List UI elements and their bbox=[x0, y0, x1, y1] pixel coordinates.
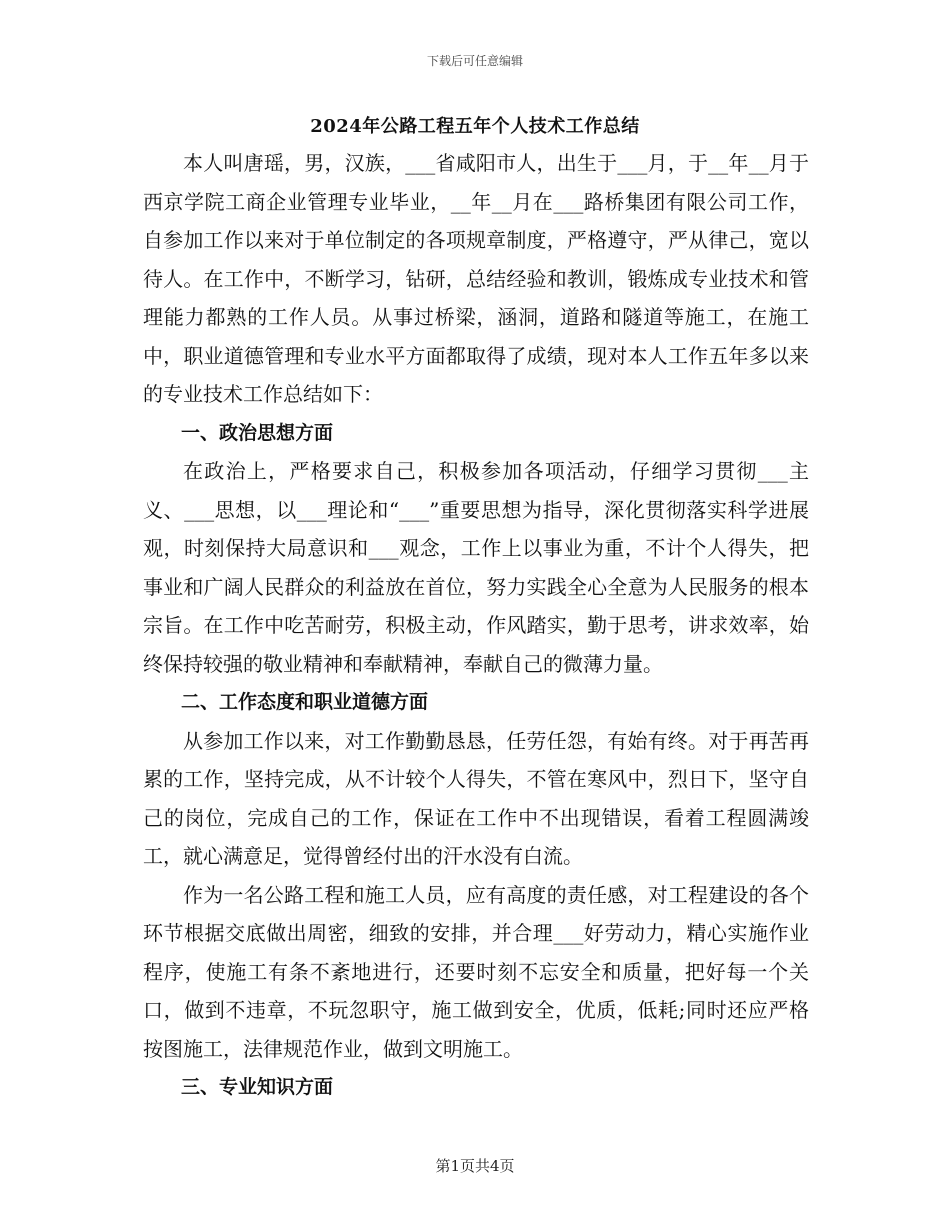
paragraph-intro: 本人叫唐瑶，男，汉族，___省咸阳市人，出生于___月，于__年__月于西京学院工商企业管理专业毕业，__年__月在___路桥集团有限公司工作，自参加工作以来对于单位制定的各项规章制度，严格遵守，严从律己，宽以待人。在工作中，不断学习，钻研，总结经验和教训，锻炼成专业技术和管理能力都熟的工作人员。从事过桥梁，涵洞，道路和隧道等施工，在施工中，职业道德管理和专业水平方面都取得了成绩，现对本人工作五年多以来的专业技术工作总结如下： bbox=[143, 151, 809, 406]
section-heading-professional-knowledge: 三、专业知识方面 bbox=[181, 1076, 334, 1098]
paragraph-politics: 在政治上，严格要求自己，积极参加各项活动，仔细学习贯彻___主义、___思想，以___理论和“___”重要思想为指导，深化贯彻落实科学进展观，时刻保持大局意识和___观念，工作上以事业为重，不计个人得失，把事业和广阔人民群众的利益放在首位，努力实践全心全意为人民服务的根本宗旨。在工作中吃苦耐劳，积极主动，作风踏实，勤于思考，讲求效率，始终保持较强的敬业精神和奉献精神，奉献自己的微薄力量。 bbox=[143, 459, 809, 676]
paragraph-responsibility: 作为一名公路工程和施工人员，应有高度的责任感，对工程建设的各个环节根据交底做出周密，细致的安排，并合理___好劳动力，精心实施作业程序，使施工有条不紊地进行，还要时刻不忘安全和质量，把好每一个关口，做到不违章，不玩忽职守，施工做到安全，优质，低耗;同时还应严格按图施工，法律规范作业，做到文明施工。 bbox=[143, 882, 809, 1061]
page-header-note: 下载后可任意编辑 bbox=[426, 54, 523, 68]
page-number: 第1页共4页 bbox=[435, 1157, 515, 1175]
paragraph-work-attitude: 从参加工作以来，对工作勤勤恳恳，任劳任怨，有始有终。对于再苦再累的工作，坚持完成，从不计较个人得失，不管在寒风中，烈日下，坚守自己的岗位，完成自己的工作，保证在工作中不出现错误，看着工程圆满竣工，就心满意足，觉得曾经付出的汗水没有白流。 bbox=[143, 728, 809, 868]
section-heading-work-attitude: 二、工作态度和职业道德方面 bbox=[181, 691, 429, 713]
section-heading-politics: 一、政治思想方面 bbox=[181, 421, 334, 444]
document-body bbox=[143, 144, 809, 1107]
document-title: 2024年公路工程五年个人技术工作总结 bbox=[310, 116, 640, 137]
